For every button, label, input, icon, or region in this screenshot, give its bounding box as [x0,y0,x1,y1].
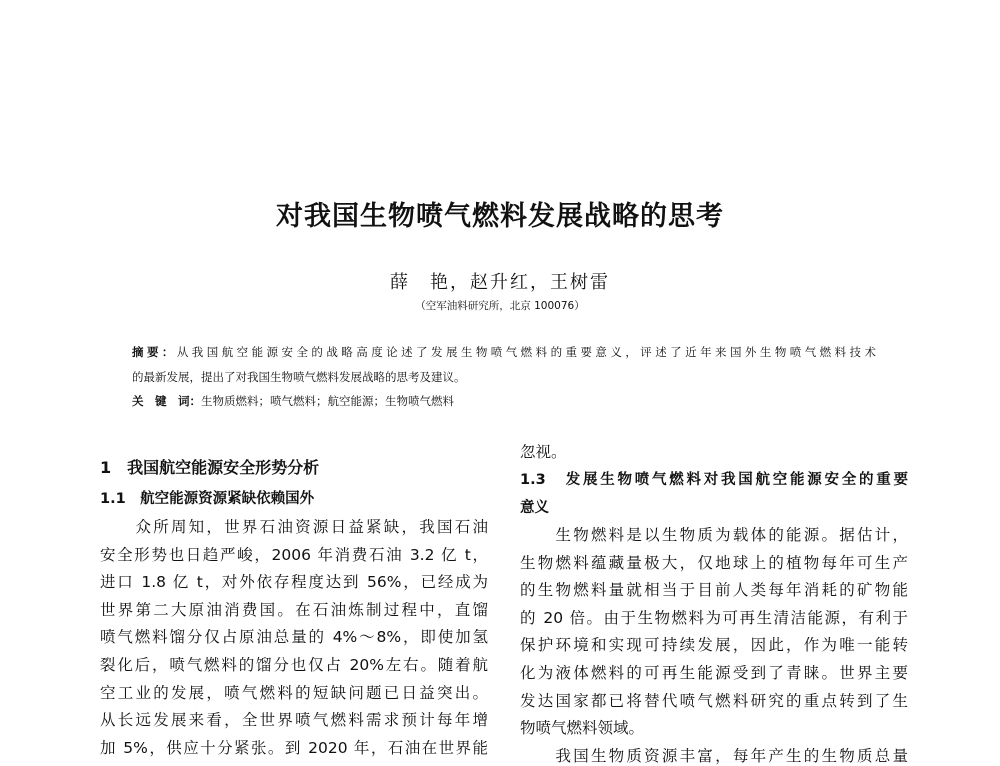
body-text-line: 发达国家都已将替代喷气燃料研究的重点转到了生 [520,691,908,710]
body-text-line: 喷气燃料馏分仅占原油总量的 4%～8%，即使加氢 [100,628,488,647]
section-heading-1-3-cont: 意义 [520,500,549,516]
body-text-line: 众所周知，世界石油资源日益紧缺，我国石油 [100,518,488,536]
body-text-line: 生物燃料蕴藏量极大，仅地球上的植物每年可生产 [520,553,908,572]
affiliation: （空军油料研究所，北京 100076） [415,300,585,312]
body-text-line: 从长远发展来看，全世界喷气燃料需求预计每年增 [100,711,488,730]
abstract-line: 的最新发展，提出了对我国生物喷气燃料发展战略的思考及建议。 [132,370,466,384]
body-text-line: 进口 1.8 亿 t，对外依存程度达到 56%，已经成为 [100,573,488,592]
body-text-line: 加 5%，供应十分紧张。到 2020 年，石油在世界能 [100,738,488,757]
section-heading-1-1: 1.1 航空能源资源紧缺依赖国外 [100,491,315,507]
body-text-line: 世界第二大原油消费国。在石油炼制过程中，直馏 [100,600,488,619]
section-heading-1: 1 我国航空能源安全形势分析 [100,458,320,477]
body-text-line: 保护环境和实现可持续发展，因此，作为唯一能转 [520,636,908,655]
body-text-line: 的 20 倍。由于生物燃料为可再生清洁能源，有利于 [520,608,908,627]
body-text-line: 的生物燃料量就相当于目前人类每年消耗的矿物能 [520,581,908,600]
continued-text: 忽视。 [520,443,567,461]
body-text-line: 物喷气燃料领域。 [520,719,645,738]
body-text-line: 我国生物质资源丰富，每年产生的生物质总量 [520,746,908,765]
keywords-label: 关 键 词： [132,394,201,408]
paper-title: 对我国生物喷气燃料发展战略的思考 [276,201,724,232]
body-text-line: 生物燃料是以生物质为载体的能源。据估计， [520,526,908,544]
body-text-line: 化为液体燃料的可再生能源受到了青睐。世界主要 [520,664,908,682]
keywords-line [132,393,876,409]
keywords-text: 生物质燃料；喷气燃料；航空能源；生物喷气燃料 [201,394,454,408]
body-text-line: 裂化后，喷气燃料的馏分也仅占 20%左右。随着航 [100,656,488,674]
abstract-label: 摘要： [132,345,177,359]
section-heading-1-3: 1.3 发展生物喷气燃料对我国航空能源安全的重要 [520,472,908,488]
abstract-line [132,344,876,360]
body-text-line: 安全形势也日趋严峻，2006 年消费石油 3.2 亿 t， [100,545,488,564]
body-text-line: 空工业的发展，喷气燃料的短缺问题已日益突出。 [100,683,488,702]
abstract-text: 从我国航空能源安全的战略高度论述了发展生物喷气燃料的重要意义，评述了近年来国外生物喷气燃料技术 [176,345,877,359]
authors: 薛 艳，赵升红，王树雷 [390,272,610,293]
